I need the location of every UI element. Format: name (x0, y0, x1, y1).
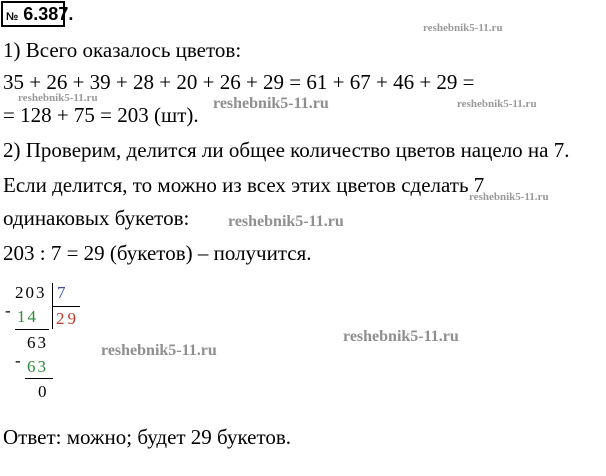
problem-number: 6.387. (23, 4, 74, 24)
minus-sign: - (5, 301, 11, 320)
dividend: 203 (15, 283, 47, 302)
sum-line-1: 35 + 26 + 39 + 28 + 20 + 26 + 29 = 61 + 67 + 46 + 29 = (3, 70, 475, 94)
sum-line-2: = 128 + 75 = 203 (шт). (3, 103, 199, 127)
watermark: reshebnik5-11.ru (228, 213, 344, 230)
step2-condition: Если делится, то можно из всех этих цветов сделать 7 (3, 173, 485, 197)
answer-text: Ответ: можно; будет 29 букетов. (3, 425, 292, 449)
remainder-step: 63 (27, 333, 48, 352)
watermark: reshebnik5-11.ru (457, 98, 537, 110)
second-subtrahend: 63 (27, 357, 48, 376)
final-remainder: 0 (38, 382, 47, 401)
number-sign: № (6, 11, 19, 23)
step2-condition-cont: одинаковых букетов: (3, 206, 190, 230)
quotient: 29 (56, 309, 79, 328)
watermark: reshebnik5-11.ru (213, 95, 329, 112)
first-subtrahend: 14 (17, 307, 38, 326)
problem-number-box (1, 1, 74, 27)
division-equation: 203 : 7 = 29 (букетов) – получится. (3, 241, 312, 265)
step1-text: 1) Всего оказалось цветов: (3, 38, 242, 62)
watermark: reshebnik5-11.ru (423, 22, 503, 34)
division-line-2 (25, 378, 53, 379)
watermark: reshebnik5-11.ru (101, 342, 217, 359)
watermark: reshebnik5-11.ru (18, 92, 98, 104)
watermark: reshebnik5-11.ru (343, 328, 459, 345)
step2-text: 2) Проверим, делится ли общее количество цветов нацело на 7. (3, 138, 570, 162)
watermark: reshebnik5-11.ru (469, 191, 549, 203)
division-line-1 (15, 329, 49, 330)
division-divisor-underline (52, 306, 80, 307)
divisor: 7 (57, 283, 66, 302)
minus-sign-2: - (15, 351, 21, 370)
